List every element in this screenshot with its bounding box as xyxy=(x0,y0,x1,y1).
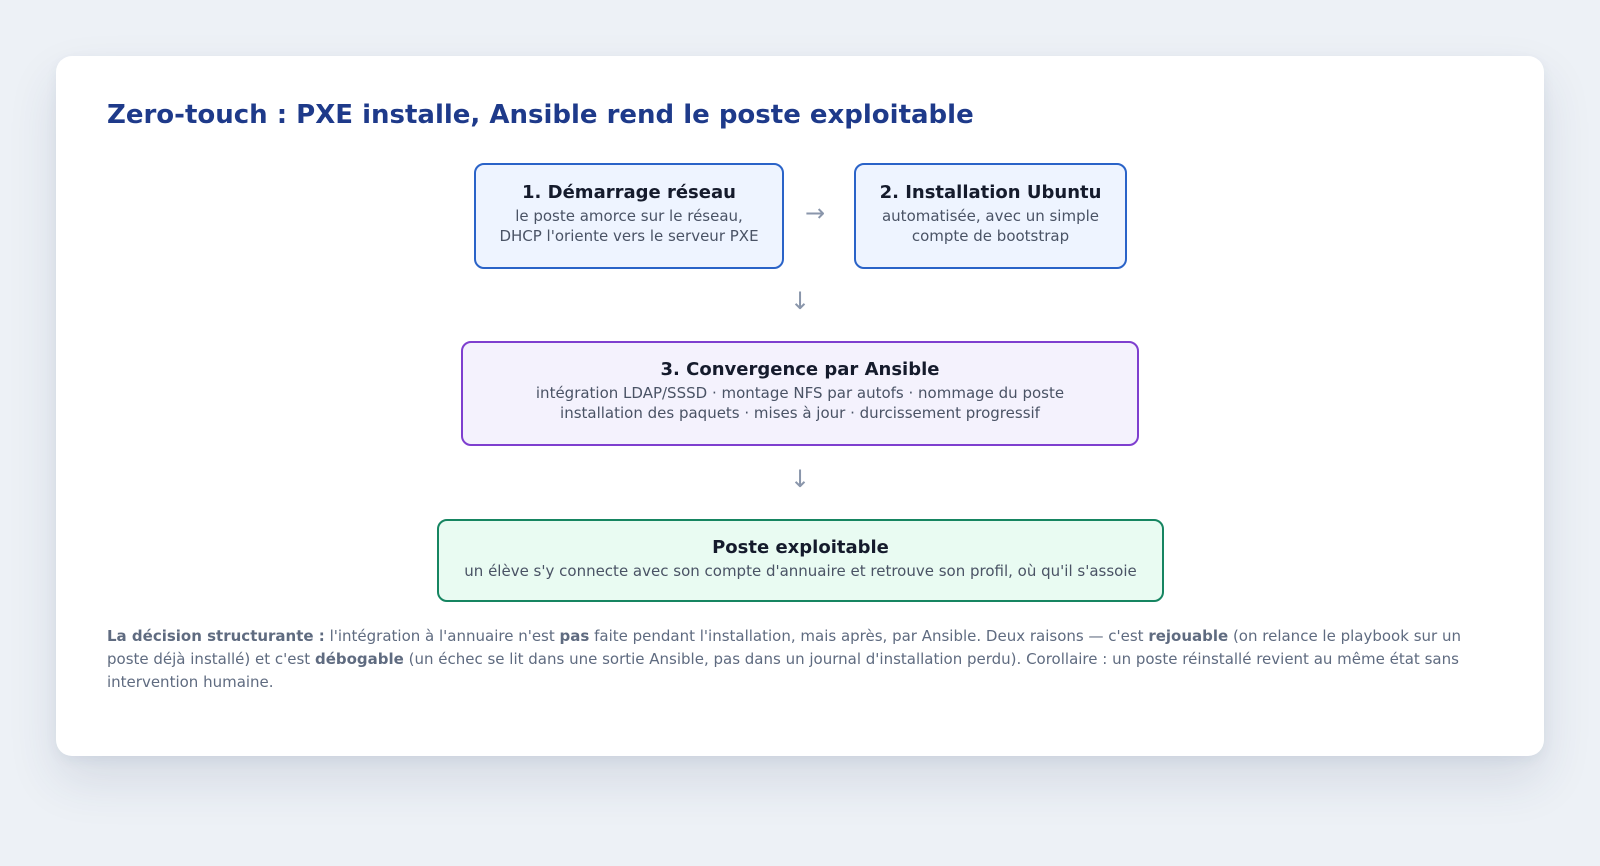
step-title: 2. Installation Ubuntu xyxy=(879,182,1102,203)
step-title: 3. Convergence par Ansible xyxy=(660,359,940,380)
arrow-down-icon: ↓ xyxy=(790,287,811,315)
step-workstation-ready xyxy=(437,519,1164,602)
note-text: faite pendant l'installation, mais après, par Ansible. Deux raisons — c'est xyxy=(589,627,1149,645)
step-title: 1. Démarrage réseau xyxy=(522,182,736,203)
note-text: l'intégration à l'annuaire n'est xyxy=(324,627,560,645)
decision-note xyxy=(107,625,1497,694)
step-description: un élève s'y connecte avec son compte d'annuaire et retrouve son profil, où qu'il s'assoie xyxy=(464,562,1137,580)
note-emphasis: pas xyxy=(559,627,590,645)
note-text: (un échec se lit dans une sortie Ansible, pas dans un journal d'installation perdu). Corollaire : un poste réinstallé revient au même état sans intervention humaine. xyxy=(107,650,1459,691)
step-description: intégration LDAP/SSSD · montage NFS par autofs · nommage du poste xyxy=(535,384,1065,402)
step-description: installation des paquets · mises à jour · durcissement progressif xyxy=(560,404,1040,422)
page-title: Zero-touch : PXE installe, Ansible rend le poste exploitable xyxy=(107,100,974,130)
diagram-card xyxy=(56,56,1544,756)
arrow-right-icon: → xyxy=(805,199,826,227)
note-text: (on relance le playbook sur un poste déjà installé) et c'est xyxy=(107,627,1461,668)
step-description: automatisée, avec un simple xyxy=(881,207,1100,225)
note-emphasis: rejouable xyxy=(1148,627,1229,645)
step-description: le poste amorce sur le réseau, xyxy=(515,207,743,225)
note-lead: La décision structurante : xyxy=(107,627,325,645)
step-network-boot xyxy=(474,163,784,269)
arrow-down-icon: ↓ xyxy=(790,465,811,493)
step-ubuntu-install xyxy=(854,163,1127,269)
step-description: DHCP l'oriente vers le serveur PXE xyxy=(499,227,759,245)
step-ansible-convergence xyxy=(461,341,1139,446)
step-description: compte de bootstrap xyxy=(911,227,1070,245)
note-emphasis: débogable xyxy=(314,650,404,668)
step-title: Poste exploitable xyxy=(712,537,889,558)
